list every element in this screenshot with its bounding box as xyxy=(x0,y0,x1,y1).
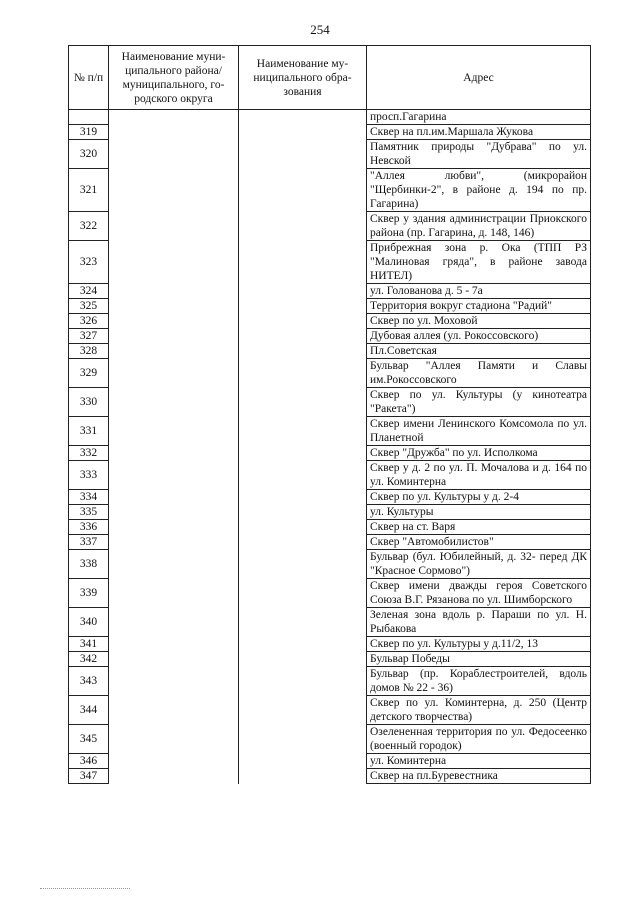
row-address: "Аллея любви", (микрорайон "Щербинки-2", в районе д. 194 по пр. Гагарина) xyxy=(367,169,591,212)
row-address: Прибрежная зона р. Ока (ТПП РЗ "Малиновая гряда", в районе завода НИТЕЛ) xyxy=(367,241,591,284)
cell-district xyxy=(109,314,239,329)
table-row xyxy=(69,359,591,388)
cell-district xyxy=(109,608,239,637)
table-row xyxy=(69,241,591,284)
cell-municipality xyxy=(239,608,367,637)
cell-district xyxy=(109,284,239,299)
header-row xyxy=(69,46,591,110)
cell-district xyxy=(109,299,239,314)
header-municipality: Наименование му-ниципального обра-зования xyxy=(239,46,367,110)
row-number: 324 xyxy=(69,284,109,299)
cell-district xyxy=(109,359,239,388)
cell-district xyxy=(109,461,239,490)
row-address: ул. Голованова д. 5 - 7а xyxy=(367,284,591,299)
header-num: № п/п xyxy=(69,46,109,110)
cell-municipality xyxy=(239,579,367,608)
table-row xyxy=(69,388,591,417)
cell-municipality xyxy=(239,314,367,329)
cell-municipality xyxy=(239,417,367,446)
table-row xyxy=(69,769,591,784)
address-table xyxy=(68,45,591,784)
page-number: 254 xyxy=(310,22,330,37)
cell-district xyxy=(109,388,239,417)
row-number: 344 xyxy=(69,696,109,725)
row-number: 332 xyxy=(69,446,109,461)
row-number: 327 xyxy=(69,329,109,344)
table-row xyxy=(69,329,591,344)
cell-municipality xyxy=(239,125,367,140)
row-address: Сквер имени дважды героя Советского Союза В.Г. Рязанова по ул. Шимборского xyxy=(367,579,591,608)
row-address: Памятник природы "Дубрава" по ул. Невской xyxy=(367,140,591,169)
row-address: ул. Коминтерна xyxy=(367,754,591,769)
row-address: Сквер на пл.Буревестника xyxy=(367,769,591,784)
cell-district xyxy=(109,329,239,344)
table-row xyxy=(69,550,591,579)
cell-municipality xyxy=(239,169,367,212)
cell-district xyxy=(109,696,239,725)
table-row xyxy=(69,505,591,520)
cell-district xyxy=(109,667,239,696)
cell-num xyxy=(69,110,109,125)
cell-district xyxy=(109,446,239,461)
table-row xyxy=(69,461,591,490)
cell-municipality xyxy=(239,550,367,579)
cell-district xyxy=(109,505,239,520)
row-address: Сквер по ул. Культуры у д. 2-4 xyxy=(367,490,591,505)
table-row xyxy=(69,696,591,725)
row-address: Пл.Советская xyxy=(367,344,591,359)
cell-municipality xyxy=(239,652,367,667)
cell-municipality xyxy=(239,505,367,520)
cell-municipality xyxy=(239,769,367,784)
cell-district xyxy=(109,125,239,140)
cell-municipality xyxy=(239,212,367,241)
row-address: Дубовая аллея (ул. Рокоссовского) xyxy=(367,329,591,344)
cell-district xyxy=(109,637,239,652)
row-number: 334 xyxy=(69,490,109,505)
row-number: 342 xyxy=(69,652,109,667)
row-address: Сквер "Дружба" по ул. Исполкома xyxy=(367,446,591,461)
row-number: 329 xyxy=(69,359,109,388)
cell-district xyxy=(109,417,239,446)
cell-district xyxy=(109,769,239,784)
table-row xyxy=(69,490,591,505)
cell-municipality xyxy=(239,725,367,754)
row-address: ул. Культуры xyxy=(367,505,591,520)
row-number: 347 xyxy=(69,769,109,784)
row-number: 326 xyxy=(69,314,109,329)
table-row xyxy=(69,652,591,667)
table-row xyxy=(69,754,591,769)
row-address: Зеленая зона вдоль р. Параши по ул. Н. Рыбакова xyxy=(367,608,591,637)
table-row xyxy=(69,344,591,359)
cell-municipality xyxy=(239,696,367,725)
cell-municipality xyxy=(239,520,367,535)
table-row xyxy=(69,637,591,652)
table-row xyxy=(69,212,591,241)
row-number: 330 xyxy=(69,388,109,417)
table-row xyxy=(69,667,591,696)
header-district: Наименование муни-ципального района/ муниципального, го-родского округа xyxy=(109,46,239,110)
row-address: Сквер по ул. Культуры (у кинотеатра "Ракета") xyxy=(367,388,591,417)
cell-municipality xyxy=(239,110,367,125)
cell-district xyxy=(109,652,239,667)
cell-municipality xyxy=(239,344,367,359)
row-number: 343 xyxy=(69,667,109,696)
row-address: Сквер по ул. Коминтерна, д. 250 (Центр детского творчества) xyxy=(367,696,591,725)
row-address: Бульвар (бул. Юбилейный, д. 32- перед ДК "Красное Сормово") xyxy=(367,550,591,579)
table-row xyxy=(69,140,591,169)
cell-district xyxy=(109,140,239,169)
table-row xyxy=(69,608,591,637)
row-address: Сквер на пл.им.Маршала Жукова xyxy=(367,125,591,140)
table-row xyxy=(69,520,591,535)
table-row xyxy=(69,125,591,140)
header-address: Адрес xyxy=(367,46,591,110)
row-number: 328 xyxy=(69,344,109,359)
row-address: Сквер "Автомобилистов" xyxy=(367,535,591,550)
scan-mark xyxy=(40,888,130,889)
cell-district xyxy=(109,725,239,754)
continuation-row xyxy=(69,110,591,125)
row-address: Озелененная территория по ул. Федосеенко (военный городок) xyxy=(367,725,591,754)
cell-district xyxy=(109,520,239,535)
cell-municipality xyxy=(239,284,367,299)
row-address: Сквер по ул. Культуры у д.11/2, 13 xyxy=(367,637,591,652)
table-row xyxy=(69,725,591,754)
cell-municipality xyxy=(239,359,367,388)
row-number: 331 xyxy=(69,417,109,446)
cell-municipality xyxy=(239,241,367,284)
cell-municipality xyxy=(239,299,367,314)
row-address: Бульвар "Аллея Памяти и Славы им.Рокоссовского xyxy=(367,359,591,388)
cell-district xyxy=(109,535,239,550)
table-row xyxy=(69,299,591,314)
row-number: 319 xyxy=(69,125,109,140)
cell-district xyxy=(109,212,239,241)
cell-municipality xyxy=(239,667,367,696)
row-number: 320 xyxy=(69,140,109,169)
row-address: Сквер по ул. Моховой xyxy=(367,314,591,329)
cell-municipality xyxy=(239,446,367,461)
table-row xyxy=(69,535,591,550)
row-address: Сквер у здания администрации Приокского района (пр. Гагарина, д. 148, 146) xyxy=(367,212,591,241)
row-address: Бульвар Победы xyxy=(367,652,591,667)
cell-district xyxy=(109,490,239,505)
table-row xyxy=(69,169,591,212)
table-row xyxy=(69,579,591,608)
cell-district xyxy=(109,579,239,608)
cell-municipality xyxy=(239,535,367,550)
cell-district xyxy=(109,241,239,284)
table-row xyxy=(69,417,591,446)
row-number: 325 xyxy=(69,299,109,314)
cell-municipality xyxy=(239,329,367,344)
cell-municipality xyxy=(239,754,367,769)
table-row xyxy=(69,284,591,299)
cell-district xyxy=(109,110,239,125)
row-number: 323 xyxy=(69,241,109,284)
cell-district xyxy=(109,550,239,579)
cell-municipality xyxy=(239,140,367,169)
row-number: 321 xyxy=(69,169,109,212)
row-address: Сквер имени Ленинского Комсомола по ул. Планетной xyxy=(367,417,591,446)
cell-municipality xyxy=(239,388,367,417)
row-address: Бульвар (пр. Кораблестроителей, вдоль домов № 22 - 36) xyxy=(367,667,591,696)
cell-district xyxy=(109,754,239,769)
row-address: Сквер на ст. Варя xyxy=(367,520,591,535)
row-number: 339 xyxy=(69,579,109,608)
cell-municipality xyxy=(239,461,367,490)
row-address: Сквер у д. 2 по ул. П. Мочалова и д. 164 по ул. Коминтерна xyxy=(367,461,591,490)
row-number: 335 xyxy=(69,505,109,520)
row-number: 338 xyxy=(69,550,109,579)
table-row xyxy=(69,446,591,461)
cell-district xyxy=(109,169,239,212)
table-row xyxy=(69,314,591,329)
row-number: 337 xyxy=(69,535,109,550)
cell-municipality xyxy=(239,637,367,652)
row-number: 346 xyxy=(69,754,109,769)
cell-district xyxy=(109,344,239,359)
row-number: 340 xyxy=(69,608,109,637)
cell-address: просп.Гагарина xyxy=(367,110,591,125)
row-address: Территория вокруг стадиона "Радий" xyxy=(367,299,591,314)
row-number: 333 xyxy=(69,461,109,490)
row-number: 322 xyxy=(69,212,109,241)
row-number: 341 xyxy=(69,637,109,652)
row-number: 336 xyxy=(69,520,109,535)
row-number: 345 xyxy=(69,725,109,754)
cell-municipality xyxy=(239,490,367,505)
